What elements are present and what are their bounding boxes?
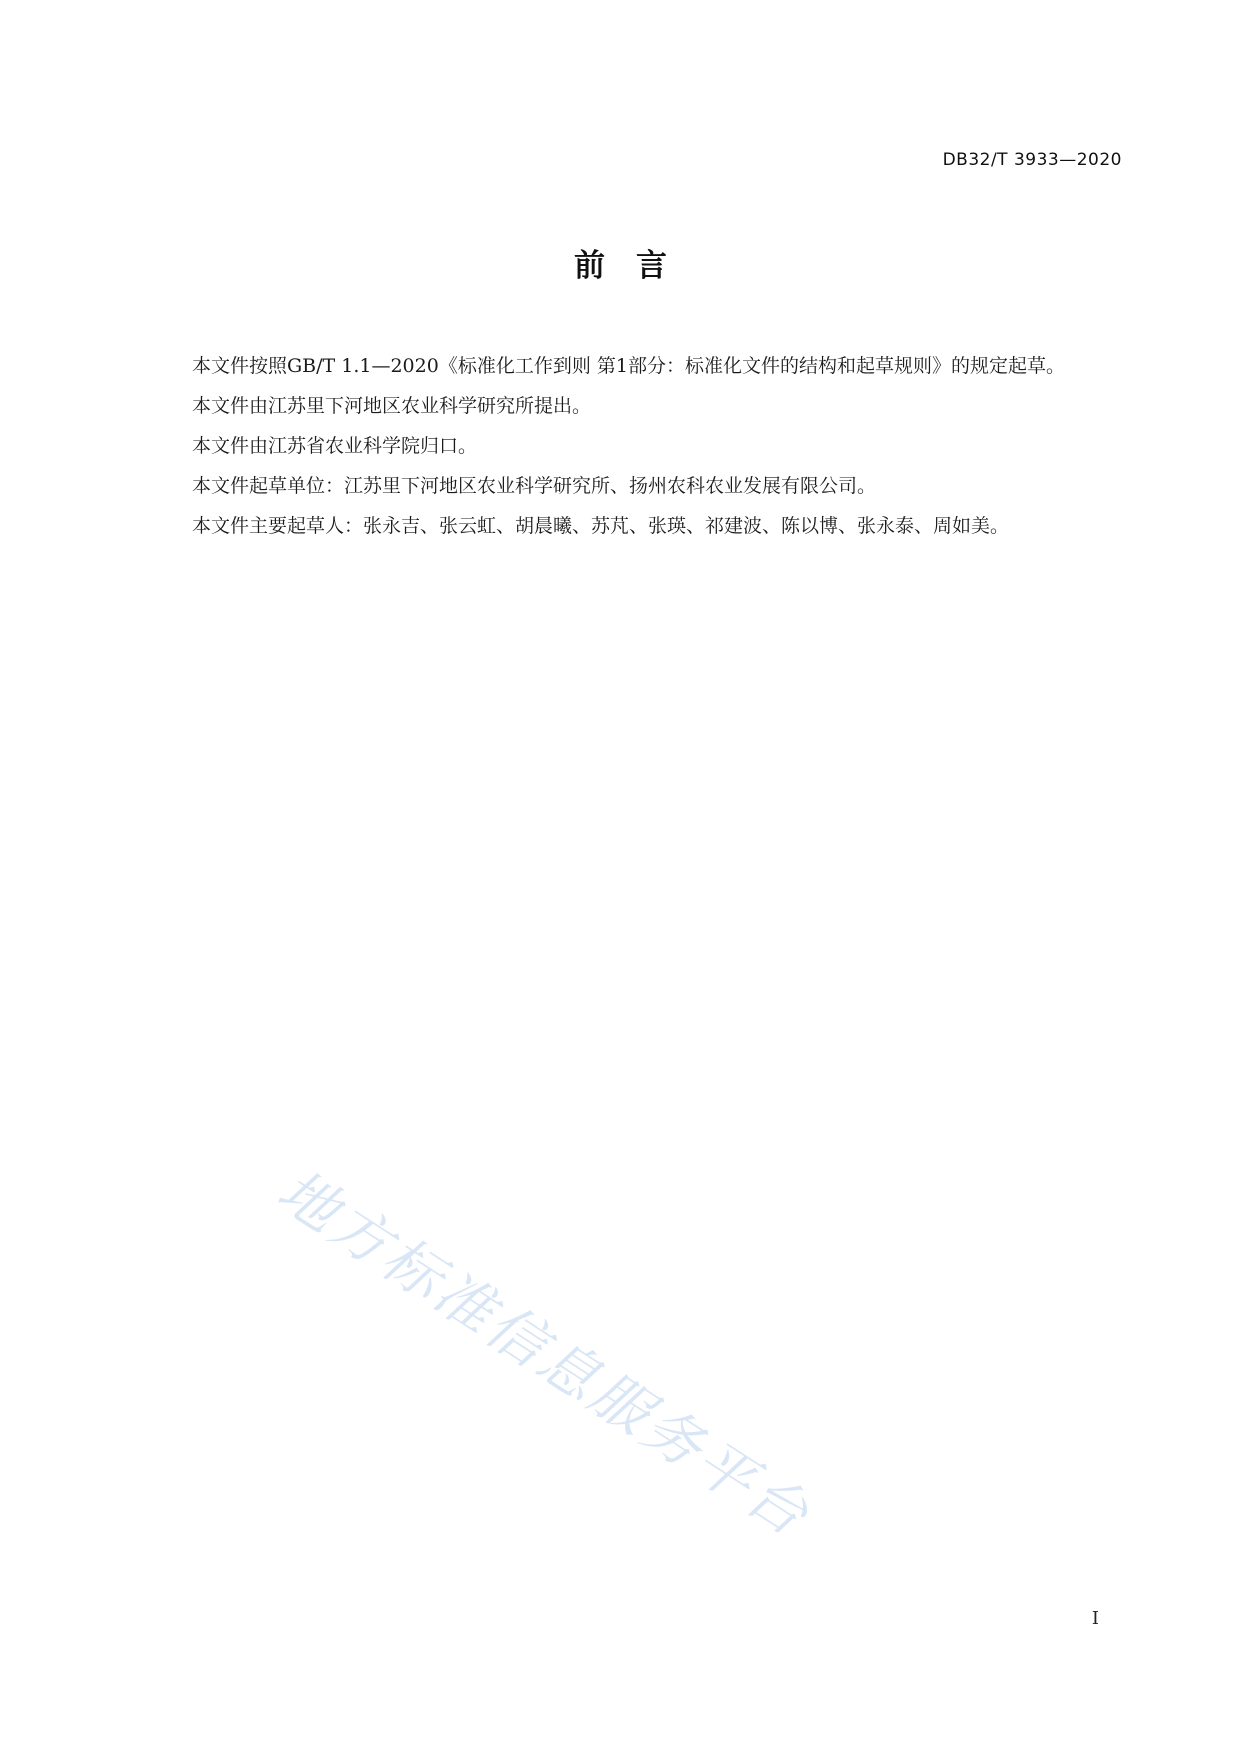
paragraph-drafting-units: 本文件起草单位：江苏里下河地区农业科学研究所、扬州农科农业发展有限公司。 (192, 475, 877, 497)
page-number: I (1091, 1608, 1099, 1629)
document-code: DB32/T 3933—2020 (942, 150, 1122, 170)
paragraph-drafting-rules: 本文件按照GB/T 1.1—2020《标准化工作到则 第1部分：标准化文件的结构和起草规则》的规定起草。 (192, 355, 1065, 377)
page-title: 前 言 (574, 248, 667, 284)
paragraph-drafters: 本文件主要起草人：张永吉、张云虹、胡晨曦、苏芃、张瑛、祁建波、陈以博、张永泰、周如美。 (192, 515, 1010, 537)
foreword-body (150, 350, 1122, 550)
paragraph-proposer: 本文件由江苏里下河地区农业科学研究所提出。 (192, 395, 592, 417)
watermark: 地方标准信息服务平台 (265, 1155, 823, 1551)
paragraph-administrator: 本文件由江苏省农业科学院归口。 (192, 435, 478, 457)
